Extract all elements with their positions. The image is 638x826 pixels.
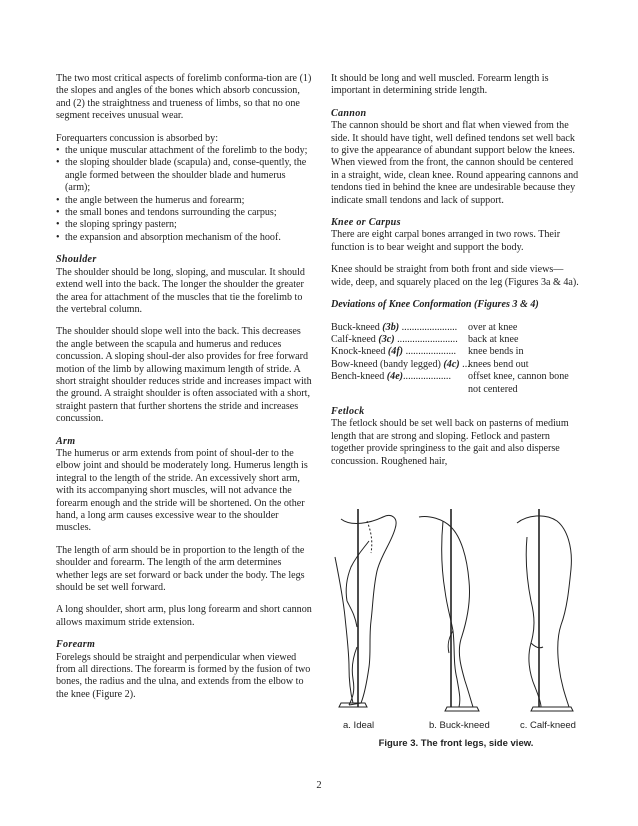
deviation-meaning: knee bends in — [468, 346, 524, 358]
cannon-paragraph: The cannon should be short and flat when viewed from the side. It should have tight, well defined tendons set well back to give the appearance of abundant support below the knees. When viewed from the front, the cannon should be centered in a straight, wide, clean knee. Round appearing cannons and tendons tied in behind the knee are undesirable because they indicate small tendons and lack of support. — [331, 120, 579, 206]
right-column — [331, 73, 583, 478]
figure-caption: Figure 3. The front legs, side view. — [378, 738, 534, 749]
buck-kneed-leg-drawing — [419, 509, 479, 711]
page-number: 2 — [316, 780, 322, 791]
list-item: • the small bones and tendons surrounding the carpus; — [56, 207, 312, 219]
leader-dots: ...................... — [399, 321, 458, 333]
figure-ref: (4c) — [443, 358, 460, 370]
left-column — [56, 73, 312, 711]
leader-dots: .................... — [403, 346, 457, 358]
list-item: • the sloping shoulder blade (scapula) and, conse-quently, the angle formed between the shoulder blade and humerus (arm); — [56, 157, 312, 194]
deviation-term: Knock-kneed — [331, 346, 388, 358]
table-row — [331, 346, 583, 358]
figure-ref: (4f) — [387, 346, 404, 358]
cannon-heading: Cannon — [331, 107, 367, 119]
concussion-list — [56, 145, 312, 244]
table-row — [331, 359, 583, 371]
figure-3 — [321, 497, 591, 757]
front-legs-illustration — [321, 497, 591, 719]
figure-label-b: b. Buck-kneed — [429, 720, 490, 731]
arm-paragraph: The humerus or arm extends from point of shoul-der to the elbow joint and should be moderately long. Humerus length is integral to the length of the stride. An excessively short arm, with its accompanying short muscles, will not advance the forearm enough and the stride will be shortened. On the other hand, a long arm causes excessive wear to the shoulder muscles. — [56, 447, 308, 534]
deviation-meaning: over at knee — [468, 321, 518, 333]
deviation-meaning: back at knee — [468, 333, 519, 345]
forearm-paragraph: Forelegs should be straight and perpendicular when viewed from all directions. The forearm is formed by the fusion of two bones, the radius and the ulna, and extends from the elbow to the knee (Figure 2). — [56, 651, 311, 700]
shoulder-paragraph: The shoulder should slope well into the back. This decreases the angle between the scapula and humerus and reduces concussion. A sloping shoul-der also provides for free forward motion of the limb by allowing maximum length of stride. A short straight shoulder reduces stride and increases impact with the ground. A straight shoulder is often associated with a short, straight pastern that further shortens the stride and increases concussion. — [56, 326, 312, 425]
deviations-table — [331, 322, 583, 396]
leader-dots: ........................ — [394, 333, 458, 345]
knee-paragraph: Knee should be straight from both front and side views—wide, deep, and squarely placed on the leg (Figures 3a & 4a). — [331, 264, 579, 288]
concussion-lead: Forequarters concussion is absorbed by: — [56, 132, 219, 144]
deviation-meaning: offset knee, cannon bone not centered — [468, 371, 569, 395]
forearm-continued: It should be long and well muscled. Forearm length is important in determining stride length. — [331, 73, 549, 97]
shoulder-paragraph: The shoulder should be long, sloping, and muscular. It should extend well into the back. The longer the shoulder the greater the area for attachment of the muscles that tie the forelimb to the vertebral column. — [56, 266, 305, 315]
deviations-heading: Deviations of Knee Conformation (Figures 3 & 4) — [331, 299, 539, 311]
figure-label-c: c. Calf-kneed — [520, 720, 576, 731]
calf-kneed-leg-drawing — [517, 509, 573, 711]
leader-dots: ... — [459, 358, 470, 370]
deviation-term: Bow-kneed (bandy legged) — [331, 358, 444, 370]
table-row — [331, 371, 583, 396]
deviation-meaning: knees bend out — [468, 358, 529, 370]
arm-paragraph: The length of arm should be in proportion to the length of the shoulder and forearm. The length of the arm determines whether legs are set forward or back under the body. The legs should be set well forward. — [56, 544, 305, 594]
shoulder-heading: Shoulder — [56, 254, 97, 266]
intro-paragraph: The two most critical aspects of forelimb conforma-tion are (1) the slopes and angles of the bones which absorb concussion, and (2) the straightness and trueness of limbs, so that no one segment receives unusual wear. — [56, 73, 312, 122]
figure-ref: (3b) — [382, 321, 400, 333]
leader-dots: ................... — [403, 371, 451, 383]
deviation-term: Calf-kneed — [331, 333, 379, 345]
knee-paragraph: There are eight carpal bones arranged in two rows. Their function is to bear weight and support the body. — [331, 229, 561, 253]
figure-ref: (3c) — [378, 333, 395, 345]
knee-heading: Knee or Carpus — [331, 217, 401, 229]
deviation-term: Buck-kneed — [331, 321, 383, 333]
list-item: • the sloping springy pastern; — [56, 219, 312, 231]
deviation-term: Bench-kneed — [331, 371, 387, 383]
figure-ref: (4e) — [386, 371, 404, 383]
arm-paragraph: A long shoulder, short arm, plus long forearm and short cannon allows maximum stride extension. — [56, 604, 312, 628]
fetlock-heading: Fetlock — [331, 405, 365, 417]
list-item: • the unique muscular attachment of the forelimb to the body; — [56, 145, 312, 157]
list-item: • the expansion and absorption mechanism of the hoof. — [56, 232, 312, 244]
ideal-leg-drawing — [335, 509, 396, 707]
forearm-heading: Forearm — [56, 639, 96, 651]
arm-heading: Arm — [56, 435, 76, 447]
fetlock-paragraph: The fetlock should be set well back on pasterns of medium length that are strong and sloping. Fetlock and pastern together provide springiness to the gait and also disperse concussion. Roughened hair, — [331, 418, 569, 467]
figure-label-a: a. Ideal — [343, 720, 375, 731]
list-item: • the angle between the humerus and forearm; — [56, 195, 312, 207]
table-row — [331, 334, 583, 346]
table-row — [331, 322, 583, 334]
